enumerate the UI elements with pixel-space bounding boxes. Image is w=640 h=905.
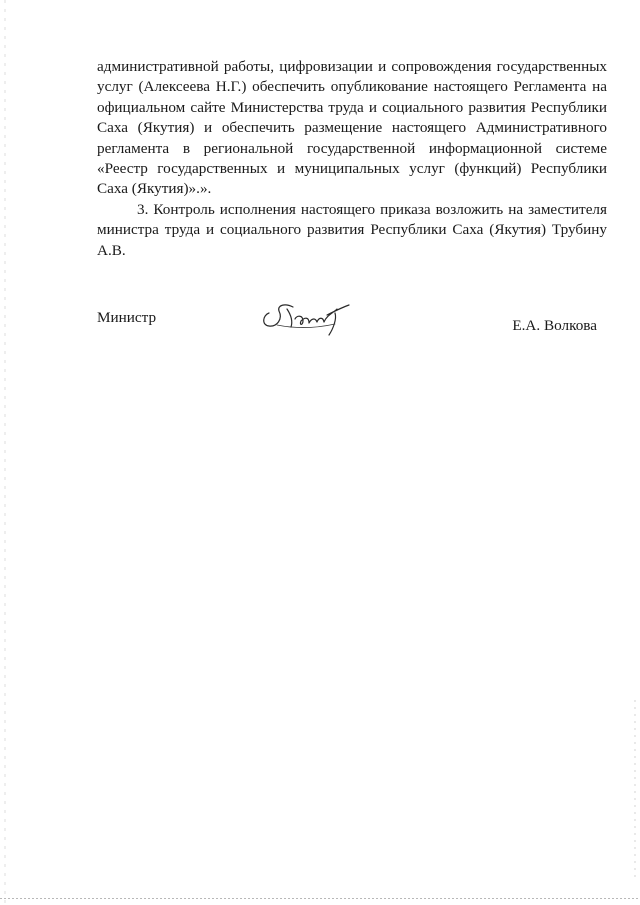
handwritten-signature <box>257 295 357 345</box>
paragraph-3: 3. Контроль исполнения настоящего приказа возложить на заместителя министра труда и социального развития Республики Саха (Якутия) Трубину А.В. <box>97 200 607 259</box>
scan-edge-left <box>4 0 6 905</box>
signer-name: Е.А. Волкова <box>512 317 597 334</box>
scan-edge-bottom <box>0 898 640 899</box>
scan-edge-right <box>634 700 636 880</box>
paragraph-continuation: административной работы, цифровизации и сопровождения государственных услуг (Алексеева Н.Г.) обеспечить опубликование настоящего Регламента на официальном сайте Министерства труда и социального развития Республики Саха (Якутия) и обеспечить размещение настоящего Административного регламента в региональной государственной информационной системе «Реестр государственных и муниципальных услуг (функций) Республики Саха (Якутия)».». <box>97 58 607 198</box>
signature-block <box>97 295 607 355</box>
document-body <box>97 57 607 261</box>
signer-title: Министр <box>97 309 157 326</box>
